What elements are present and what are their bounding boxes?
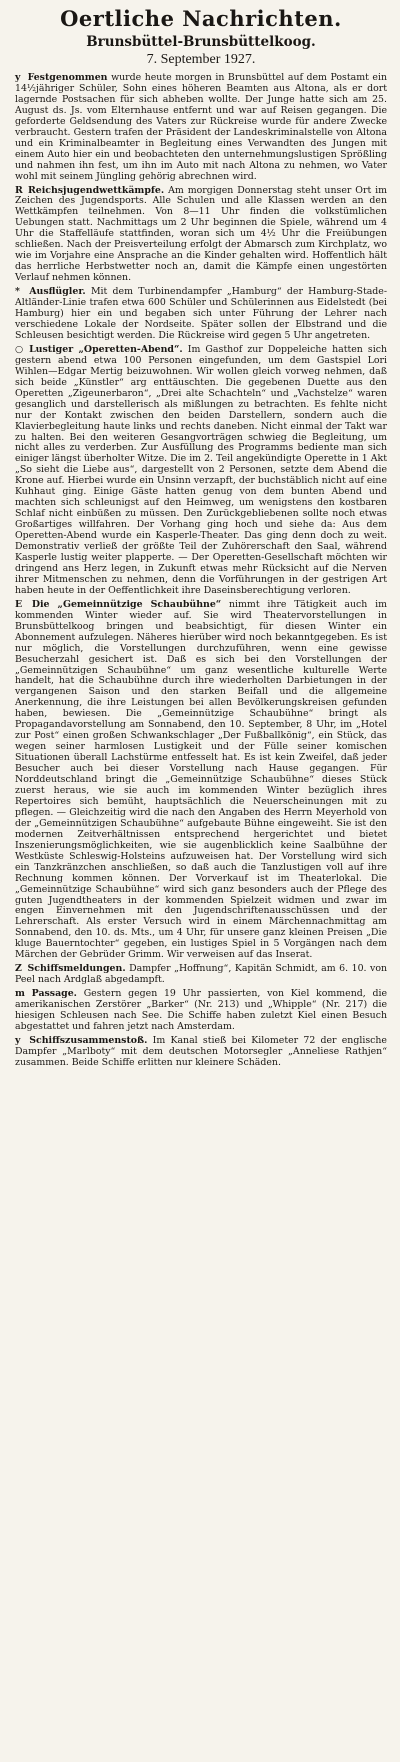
article-body: Im Kanal stieß bei Kilometer 72 der englische Dampfer „Marlboty“ mit dem deutschen Motorsegler „Anneliese Rathjen“ zusammen. Beide Schiffe erlitten nur kleinere Schäden.	[15, 1034, 387, 1068]
article-marker: y	[15, 72, 21, 83]
article-body: Am morgigen Donnerstag steht unser Ort im Zeichen des Jugendsports. Alle Schulen und alle Klassen werden an den Wettkämpfen teilnehmen. Von 8—11 Uhr finden die volkstümlichen Uebungen statt. Nachmittags um 2 Uhr beginnen die Spiele, während um 4 Uhr die Staffelläufe stattfinden, woran sich um 4½ Uhr die Freiübungen schließen. Nach der Preisverteilung erfolgt der Abmarsch zum Kirchplatz, wo wie im Vorjahre eine Ansprache an die Kinder gehalten wird. Hoffentlich hält das herrliche Herbstwetter noch an, damit die Kämpfe einen ungestörten Verlauf nehmen können.	[15, 184, 388, 284]
article-headline: Schiffsmeldungen.	[27, 963, 126, 975]
article-ausfluegler	[15, 287, 387, 342]
article-reichsjugendwettkaempfe	[15, 186, 387, 285]
article-headline: Ausflügler.	[29, 286, 86, 298]
article-body: Mit dem Turbinendampfer „Hamburg“ der Hamburg-Stade-Altländer-Linie trafen etwa 600 Schüler und Schülerinnen aus Eidelstedt (bei Hamburg) hier ein und begaben sich unter Führung der Lehrer nach verschiedene Lokale der Nordseite. Später sollen der Elbstrand und die Schleusen besichtigt werden. Die Rückreise wird gegen 5 Uhr angetreten.	[15, 286, 388, 341]
article-marker: Z	[15, 963, 22, 975]
article-headline: Die „Gemeinnützige Schaubühne“	[31, 598, 222, 610]
article-marker: y	[15, 1034, 21, 1046]
article-body: Dampfer „Hoffnung“, Kapitän Schmidt, am 6. 10. von Peel nach Ardglaß abgedampft.	[15, 963, 388, 986]
article-marker: ○	[15, 343, 24, 355]
article-festgenommen	[15, 73, 387, 183]
article-body: Im Gasthof zur Doppeleiche hatten sich gestern abend etwa 100 Personen eingefunden, um dem Gastspiel Lori Wihlen—Edgar Mertig beizuwohnen. Wir wollen gleich vorweg nehmen, daß sich beide „Künstler“ arg enttäuschten. Die gegebenen Duette aus den Operetten „Zigeunerbaron“, „Drei alte Schachteln“ und „Vachstelze“ waren gesanglich und darstellerisch als mißlungen zu betrachten. Es fehlte nicht nur der Kontakt zwischen den beiden Darstellern, sondern auch die Klavierbegleitung haute links und rechts daneben. Nicht einmal der Takt war zu halten. Bei den weiteren Gesangvorträgen schwieg die Begleitung, um nicht alles zu verderben. Zur Ausfüllung des Programms bediente man sich einiger längst überholter Witze. Die im 2. Teil angekündigte Operette in 1 Akt „So sieht die Liebe aus“, dargestellt von 2 Personen, setzte dem Abend die Krone auf. Hierbei wurde ein Unsinn verzapft, der buchstäblich nicht auf eine Kuhhaut ging. Einige Gäste hatten genug von dem bunten Abend und machten sich schleunigst auf den Heimweg, um wenigstens den kostbaren Schlaf nicht einbüßen zu müssen. Den Zurückgebliebenen sollte noch etwas Großartiges willfahren. Der Vorhang ging hoch und siehe da: Aus dem Operetten-Abend wurde ein Kasperle-Theater. Das ging denn doch zu weit. Demonstrativ verließ der größte Teil der Zuhörerschaft den Saal, während Kasperle lustig weiter plapperte. — Der Operetten-Gesellschaft möchten wir dringend ans Herz legen, in Zukunft etwas mehr Rücksicht auf die Nerven ihrer Mitmenschen zu nehmen, denn die Vorführungen in der gestrigen Art haben heute in der Oeffentlichkeit ihre Daseinsberechtigung verloren.	[15, 343, 388, 596]
page-title: Oertliche Nachrichten.	[60, 6, 342, 31]
article-headline: Passage.	[31, 988, 77, 1000]
article-operetten-abend	[15, 345, 387, 597]
page-date: 7. September 1927.	[146, 52, 256, 67]
article-headline: Schiffszusammenstoß.	[29, 1034, 148, 1046]
masthead	[15, 6, 387, 69]
article-body: wurde heute morgen in Brunsbüttel auf dem Postamt ein 14½jähriger Schüler, Sohn eines höheren Beamten aus Altona, als er dort lagernde Postsachen für sich abheben wollte. Der Junge hatte sich am 25. August ds. Js. vom Elternhause entfernt und war auf Reisen gegangen. Die geforderte Geldsendung des Vaters zur Rückreise wurde für andere Zwecke verbraucht. Gestern trafen der Präsident der Landeskriminalstelle von Altona und ein Kriminalbeamter in Begleitung eines Verwandten des Jungen mit einem Auto hier ein und beobachteten den unternehmungslustigen Sprößling und nahmen ihn fest, um ihn im Auto mit nach Altona zu nehmen, wo Vater wohl mit seinem Jüngling gehörig abrechnen wird.	[15, 72, 388, 182]
article-passage	[15, 989, 387, 1033]
article-schiffszusammenstoss	[15, 1036, 387, 1069]
article-marker: m	[15, 988, 25, 1000]
article-body: nimmt ihre Tätigkeit auch im kommenden Winter wieder auf. Sie wird Theatervorstellungen in Brunsbüttelkoog bringen und beabsichtigt, für diesen Winter ein Abonnement aufzulegen. Näheres hierüber wird noch bekanntgegeben. Es ist nur möglich, die Vorstellungen durchzuführen, wenn eine gewisse Besucherzahl gesichert ist. Daß es sich bei den Vorstellungen der „Gemeinnützigen Schaubühne“ um ganz wesentliche kulturelle Werte handelt, hat die Schaubühne durch ihre wiederholten Darbietungen in der vergangenen Saison und den starken Beifall und die allgemeine Anerkennung, die ihre Leistungen bei allen Bevölkerungskreisen gefunden haben, bewiesen. Die „Gemeinnützige Schaubühne“ bringt als Propagandavorstellung am Sonnabend, den 10. September, 8 Uhr, im „Hotel zur Post“ einen großen Schwankschlager „Der Fußballkönig“, ein Stück, das wegen seiner harmlosen Lustigkeit und der Fülle seiner komischen Situationen überall Lachstürme entfesselt hat. Es ist kein Zweifel, daß jeder Besucher auch bei dieser Vorstellung nach Hause gegangen. Für Norddeutschland bringt die „Gemeinnützige Schaubühne“ dieses Stück zuerst heraus, wie sie auch im kommenden Winter bezüglich ihres Repertoires sich bemüht, hauptsächlich die Neuerscheinungen mit zu pflegen. — Gleichzeitig wird die nach den Angaben des Herrn Meyerhold von der „Gemeinnützigen Schaubühne“ aufgebaute Bühne eingeweiht. Sie ist den modernen Zeitverhältnissen entsprechend hergerichtet und bietet Inszenierungsmöglichkeiten, wie sie augenblicklich keine Saalbühne der Westküste Schleswig-Holsteins aufzuweisen hat. Der Vorstellung wird sich ein Tanzkränzchen anschließen, so daß auch die Tanzlustigen voll auf ihre Rechnung kommen können. Der Vorverkauf ist im Theaterlokal. Die „Gemeinnützige Schaubühne“ wird sich ganz besonders auch der Pflege des guten Jugendtheaters in der kommenden Spielzeit widmen und zwar im engen Einvernehmen mit den Jugendschriftenausschüssen und der Lehrerschaft. Als erster Versuch wird in einem Märchennachmittag am Sonnabend, den 10. ds. Mts., um 4 Uhr, für unsere ganz kleinen Preisen „Die kluge Bauerntochter“ gegeben, ein lustiges Spiel in 5 Vorgängen nach dem Märchen der Gebrüder Grimm. Wir verweisen auf das Inserat.	[15, 598, 387, 961]
article-headline: Reichsjugendwettkämpfe.	[27, 184, 165, 196]
article-schaubuehne	[15, 600, 387, 961]
article-schiffsmeldungen	[15, 964, 387, 986]
page-subtitle: Brunsbüttel-Brunsbüttelkoog.	[86, 34, 316, 50]
article-marker: E	[15, 598, 23, 610]
article-marker: *	[15, 286, 20, 298]
article-marker: R	[15, 184, 23, 196]
article-headline: Festgenommen	[27, 72, 108, 83]
article-list	[15, 73, 387, 1069]
article-body: Gestern gegen 19 Uhr passierten, von Kiel kommend, die amerikanischen Zerstörer „Barker“ (Nr. 213) und „Whipple“ (Nr. 217) die hiesigen Schleusen nach See. Die Schiffe haben zuletzt Kiel einen Besuch abgestattet und fahren jetzt nach Amsterdam.	[15, 988, 387, 1033]
article-headline: Lustiger „Operetten-Abend“.	[29, 343, 183, 355]
